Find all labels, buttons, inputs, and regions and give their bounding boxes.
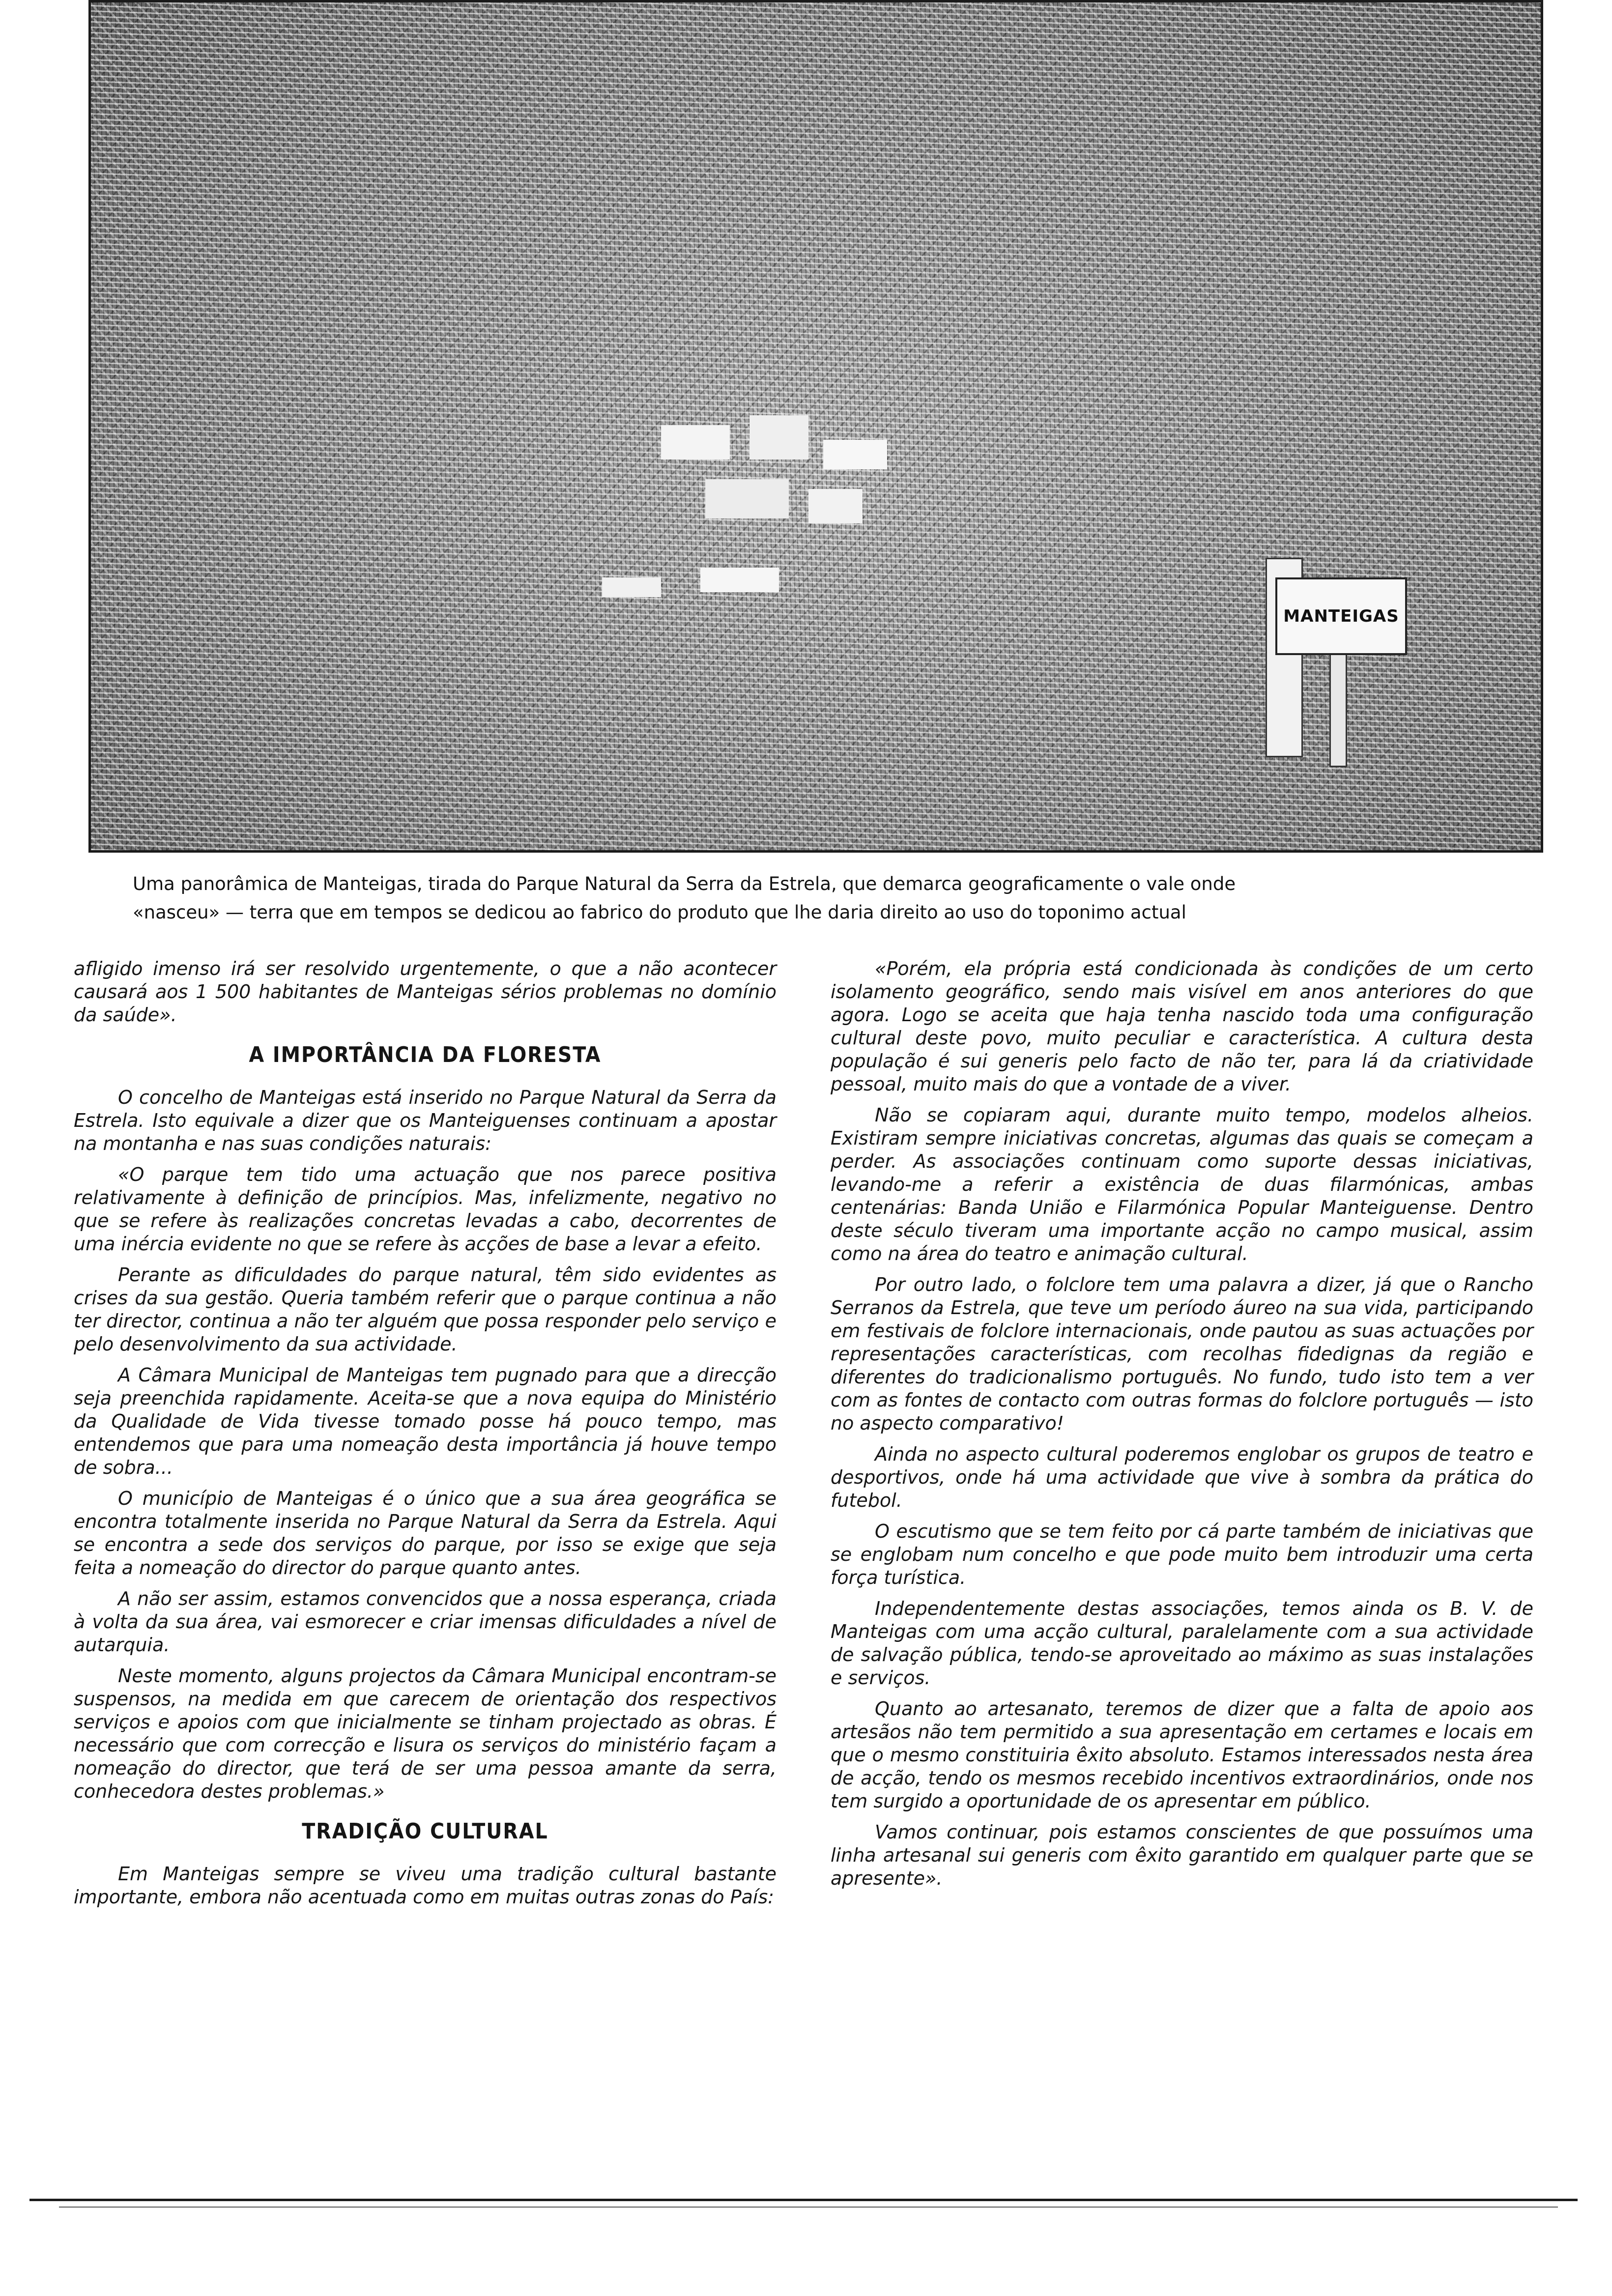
village-houses [646,405,902,543]
left-paragraph-4: A Câmara Municipal de Manteigas tem pugnado para que a direcção seja preenchida rapidamente. Aceita-se que a nova equipa do Ministério da Qualidade de Vida tivesse tomado posse há pouco tempo, mas entendemos que para uma nomeação desta importância já houve tempo de sobra... [74,1364,777,1478]
right-paragraph-2: Não se copiaram aqui, durante muito tempo, modelos alheios. Existiram sempre iniciativas concretas, algumas das quais se começam a perder. As associações continuam como suporte dessas iniciativas, levando-me a referir a existência de duas filarmónicas, ambas centenárias: Banda União e Filarmónica Popular Manteiguense. Dentro deste século tiveram uma importante acção no campo musical, assim como na área do teatro e animação cultural. [831,1104,1533,1264]
right-paragraph-8: Vamos continuar, pois estamos conscientes de que possuímos uma linha artesanal sui generis com êxito garantido em qualquer parte que se apresente». [831,1821,1533,1889]
left-paragraph-6: A não ser assim, estamos convencidos que a nossa esperança, criada à volta da sua área, vai esmorecer e criar imensas dificuldades a nível de autarquia. [74,1588,777,1656]
caption-line-1: Uma panorâmica de Manteigas, tirada do Parque Natural da Serra da Estrela, que demarca geograficamente o vale onde [133,873,1236,894]
bottom-rule-thin [59,2207,1558,2208]
left-column [74,957,777,1917]
right-column [831,957,1533,1898]
section-heading-floresta: A IMPORTÂNCIA DA FLORESTA [249,1042,602,1067]
village-houses-lower [602,568,808,607]
right-paragraph-3: Por outro lado, o folclore tem uma palavra a dizer, já que o Rancho Serranos da Estrela, que teve um período áureo na sua vida, participando em festivais de folclore internacionais, onde pautou as suas actuações por representações características, com recolhas fidedignas da região e diferentes do tradicionalismo português. No fundo, tudo isto tem a ver com as fontes de contacto com outras formas do folclore português — isto no aspecto comparativo! [831,1274,1533,1434]
left-paragraph-1: O concelho de Manteigas está inserido no Parque Natural da Serra da Estrela. Isto equivale a dizer que os Manteiguenses continuam a apostar na montanha e nas suas condições naturais: [74,1087,777,1154]
right-paragraph-1: «Porém, ela própria está condicionada às condições de um certo isolamento geográfico, sendo mais visível em anos anteriores do que agora. Logo se aceita que haja tenha nascido toda uma configuração cultural deste povo, muito peculiar e característica. A cultura desta população é sui generis pelo facto de não ter, para lá da criatividade pessoal, muito mais do que a vontade de a viver. [831,958,1533,1095]
right-paragraph-5: O escutismo que se tem feito por cá parte também de iniciativas que se englobam num concelho e que pode muito bem introduzir uma certa força turística. [831,1521,1533,1588]
left-paragraph-8: Em Manteigas sempre se viveu uma tradição cultural bastante importante, embora não acentuada como em muitas outras zonas do País: [74,1863,777,1908]
town-sign [1275,577,1407,655]
left-paragraph-2: «O parque tem tido uma actuação que nos parece positiva relativamente à definição de princípios. Mas, infelizmente, negativo no que se refere às realizações concretas levadas a cabo, decorrentes de uma inércia evidente no que se refere às acções de base a levar a efeito. [74,1164,777,1255]
section-heading-tradicao: TRADIÇÃO CULTURAL [302,1819,548,1844]
caption-line-2: «nasceu» — terra que em tempos se dedicou ao fabrico do produto que lhe daria direito ao uso do toponimo actual [133,902,1186,923]
right-paragraph-7: Quanto ao artesanato, teremos de dizer que a falta de apoio aos artesãos não tem permitido a sua apresentação em certames e locais em que o mesmo constituiria êxito absoluto. Estamos interessados nesta área de acção, tendo os mesmos recebido incentivos extraordinários, onde nos tem surgido a oportunidade de os apresentar em público. [831,1698,1533,1812]
right-paragraph-6: Independentemente destas associações, temos ainda os B. V. de Manteigas com uma acção cultural, paralelamente com a sua actividade de salvação pública, tendo-se aproveitado ao máximo as suas instalações e serviços. [831,1598,1533,1689]
right-paragraph-4: Ainda no aspecto cultural poderemos englobar os grupos de teatro e desportivos, onde há uma actividade que vive à sombra da prática do futebol. [831,1443,1533,1511]
town-sign-text: MANTEIGAS [1283,606,1399,626]
bottom-rule [29,2199,1578,2201]
photo-caption [133,870,1558,927]
left-paragraph-3: Perante as dificuldades do parque natural, têm sido evidentes as crises da sua gestão. Queria também referir que o parque continua a não ter director, continua a não ter alguém que possa responder pelo serviço e pelo desenvolvimento da sua actividade. [74,1264,777,1355]
left-paragraph-7: Neste momento, alguns projectos da Câmara Municipal encontram-se suspensos, na medida em que carecem de orientação dos respectivos serviços e apoios com que inicialmente se tinham projectado as obras. É necessário que com correcção e lisura os serviços do ministério façam a nomeação do director, que terá de ser uma pessoa amante da serra, conhecedora destes problemas.» [74,1665,777,1802]
left-intro-paragraph: afligido imenso irá ser resolvido urgentemente, o que a não acontecer causará aos 1 500 habitantes de Manteigas sérios problemas no domínio da saúde». [74,958,777,1026]
sign-post-secondary [1329,651,1347,767]
manteigas-panorama-photo [88,0,1543,853]
left-paragraph-5: O município de Manteigas é o único que a sua área geográfica se encontra totalmente inserida no Parque Natural da Serra da Estrela. Aqui se encontra a sede dos serviços do parque, por isso se exige que seja feita a nomeação do director do parque quanto antes. [74,1488,777,1578]
